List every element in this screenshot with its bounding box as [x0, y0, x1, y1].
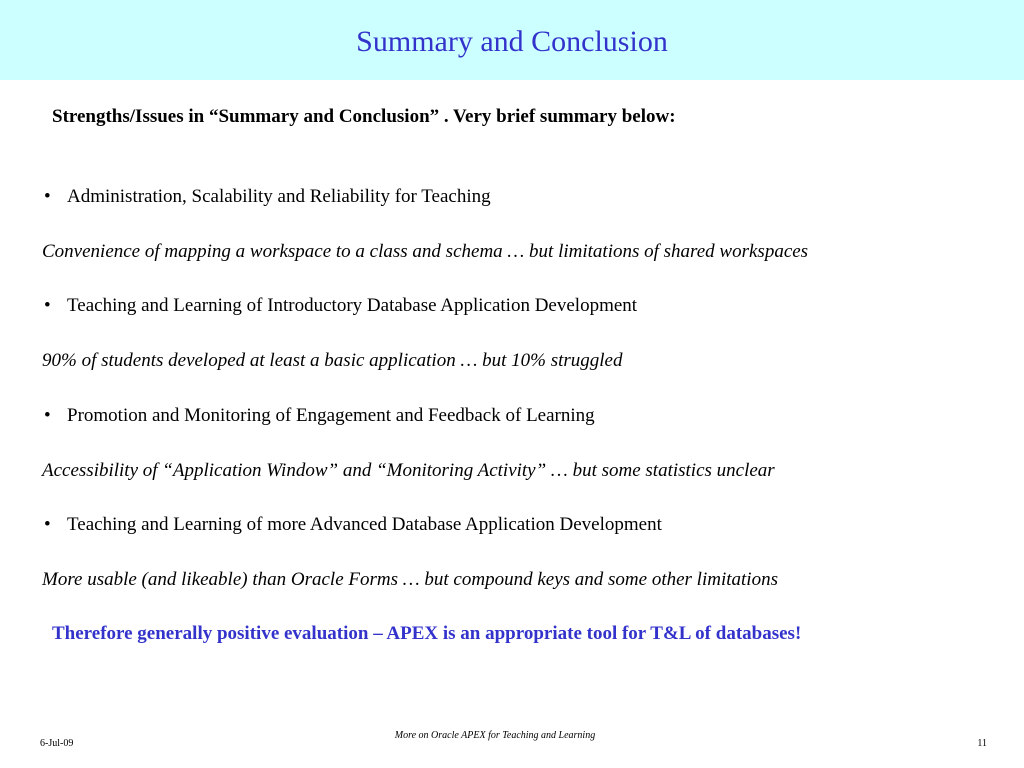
conclusion-statement: Therefore generally positive evaluation – APEX is an appropriate tool for T&L of databases!	[52, 623, 802, 644]
note-2: 90% of students developed at least a basic application … but 10% struggled	[42, 350, 623, 371]
note-3: Accessibility of “Application Window” and “Monitoring Activity” … but some statistics unclear	[42, 460, 775, 481]
bullet-item-3	[44, 403, 595, 429]
bullet-item-2	[44, 293, 637, 319]
slide-title: Summary and Conclusion	[356, 25, 668, 58]
bullet-text-3: Promotion and Monitoring of Engagement and Feedback of Learning	[67, 405, 595, 426]
note-4: More usable (and likeable) than Oracle Forms … but compound keys and some other limitations	[42, 569, 778, 590]
bullet-dot-icon: •	[44, 405, 51, 426]
footer-date: 6-Jul-09	[40, 738, 74, 749]
bullet-item-4	[44, 512, 662, 538]
footer-page-number: 11	[977, 738, 987, 749]
bullet-dot-icon: •	[44, 514, 51, 535]
bullet-text-2: Teaching and Learning of Introductory Database Application Development	[67, 295, 638, 316]
bullet-dot-icon: •	[44, 186, 51, 207]
bullet-dot-icon: •	[44, 295, 51, 316]
bullet-item-1	[44, 184, 491, 210]
bullet-text-4: Teaching and Learning of more Advanced Database Application Development	[67, 514, 662, 535]
intro-heading: Strengths/Issues in “Summary and Conclusion” . Very brief summary below:	[52, 106, 676, 127]
note-1: Convenience of mapping a workspace to a class and schema … but limitations of shared workspaces	[42, 241, 809, 262]
bullet-text-1: Administration, Scalability and Reliability for Teaching	[67, 186, 491, 207]
footer-title: More on Oracle APEX for Teaching and Learning	[394, 730, 596, 741]
